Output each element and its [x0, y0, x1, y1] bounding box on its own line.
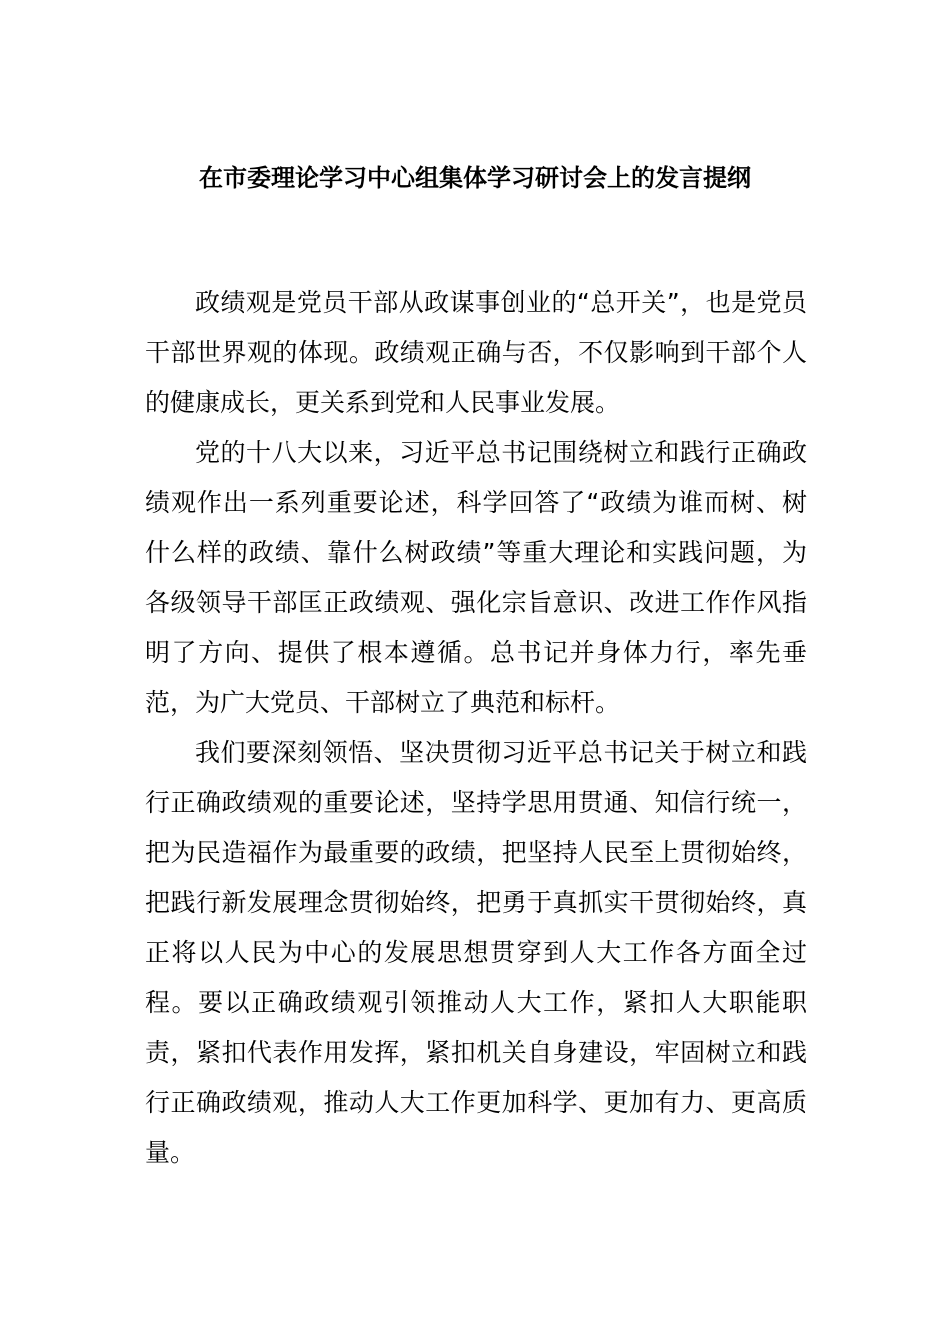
document-body [145, 278, 807, 1178]
paragraph-1: 政绩观是党员干部从政谋事创业的“总开关”，也是党员干部世界观的体现。政绩观正确与否，不仅影响到干部个人的健康成长，更关系到党和人民事业发展。 [145, 288, 807, 417]
paragraph-3: 我们要深刻领悟、坚决贯彻习近平总书记关于树立和践行正确政绩观的重要论述，坚持学思用贯通、知信行统一，把为民造福作为最重要的政绩，把坚持人民至上贯彻始终，把践行新发展理念贯彻始终，把勇于真抓实干贯彻始终，真正将以人民为中心的发展思想贯穿到人大工作各方面全过程。要以正确政绩观引领推动人大工作，紧扣人大职能职责，紧扣代表作用发挥，紧扣机关自身建设，牢固树立和践行正确政绩观，推动人大工作更加科学、更加有力、更高质量。 [145, 738, 807, 1167]
paragraph-2: 党的十八大以来，习近平总书记围绕树立和践行正确政绩观作出一系列重要论述，科学回答了“政绩为谁而树、树什么样的政绩、靠什么树政绩”等重大理论和实践问题，为各级领导干部匡正政绩观、强化宗旨意识、改进工作作风指明了方向、提供了根本遵循。总书记并身体力行，率先垂范，为广大党员、干部树立了典范和标杆。 [145, 438, 807, 717]
document-title: 在市委理论学习中心组集体学习研讨会上的发言提纲 [199, 164, 751, 192]
